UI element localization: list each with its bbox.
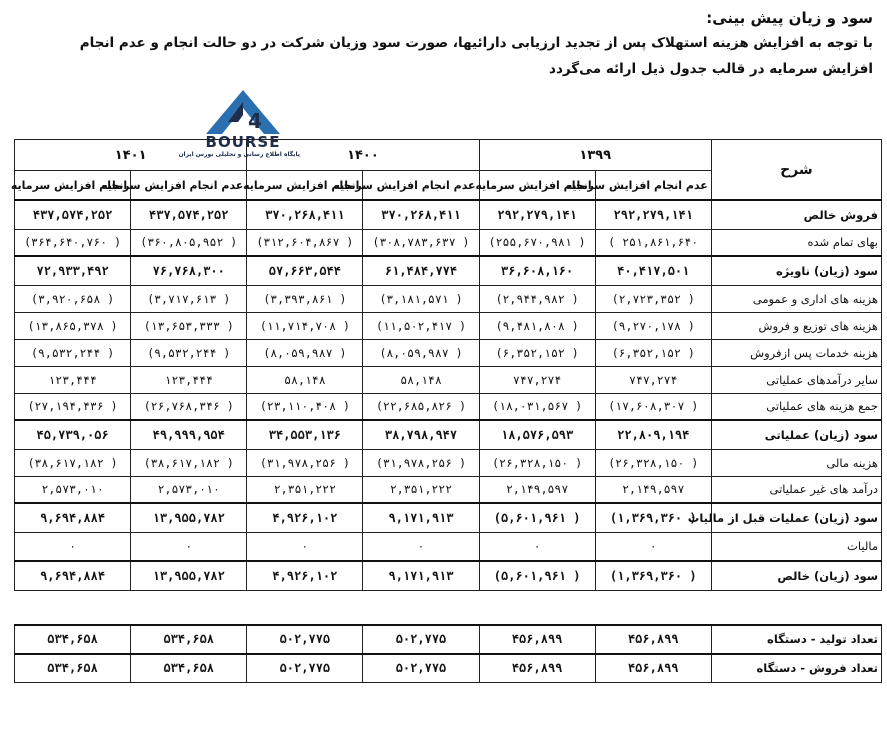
year-header: ۱۴۰۱	[15, 140, 247, 171]
value-cell: (۳,۳۹۳,۸۶۱ )	[247, 285, 363, 312]
table-row	[15, 449, 882, 476]
value-cell: (۹,۵۳۲,۲۴۴ )	[15, 339, 131, 366]
table-row	[15, 625, 882, 654]
value-cell: (۲۳,۱۱۰,۴۰۸ )	[247, 393, 363, 420]
logo-name: BOURSE	[205, 133, 281, 151]
value-cell: (۳۶۴,۶۴۰,۷۶۰ )	[15, 229, 131, 256]
table-row	[15, 393, 882, 420]
value-cell: (۲,۷۲۳,۳۵۲ )	[595, 285, 711, 312]
value-cell: ۷۲,۹۳۳,۴۹۲	[15, 256, 131, 285]
value-cell: (۹,۲۷۰,۱۷۸ )	[595, 312, 711, 339]
year-header: ۱۳۹۹	[479, 140, 711, 171]
heading-line-2: افزایش سرمایه در قالب جدول ذیل ارائه می‌گردد	[549, 61, 873, 77]
row-label: هزینه های توزیع و فروش	[711, 312, 881, 339]
scenario-header: انجام افزایش سرمایه	[247, 171, 363, 201]
row-label: هزینه خدمات پس ازفروش	[711, 339, 881, 366]
value-cell: (۱,۳۶۹,۳۶۰ )	[595, 561, 711, 590]
value-cell: ۹,۱۷۱,۹۱۳	[363, 503, 479, 532]
year-header: ۱۴۰۰	[247, 140, 479, 171]
logo-subtitle: پایگاه اطلاع رسانی و تحلیلی بورس ایران	[178, 151, 300, 158]
value-cell: ۳۷۰,۲۶۸,۴۱۱	[363, 200, 479, 229]
heading-line-1: با توجه به افزایش هزینه استهلاک پس از تجدید ارزیابی دارائیها، صورت سود وزیان شرکت در دو حالت انجام و عدم انجام	[79, 35, 873, 51]
value-cell: ۷۶,۷۶۸,۳۰۰	[131, 256, 247, 285]
value-cell: ۹,۱۷۱,۹۱۳	[363, 561, 479, 590]
value-cell: (۳,۹۲۰,۶۵۸ )	[15, 285, 131, 312]
value-cell: (۲۲,۶۸۵,۸۲۶ )	[363, 393, 479, 420]
row-label: مالیات	[711, 532, 881, 561]
value-cell: ۴۵۶,۸۹۹	[479, 625, 595, 654]
value-cell: ۴۳۷,۵۷۴,۲۵۲	[131, 200, 247, 229]
value-cell: ۵۰۲,۷۷۵	[247, 654, 363, 683]
value-cell: (۱۷,۶۰۸,۳۰۷ )	[595, 393, 711, 420]
value-cell: ۶۱,۴۸۴,۷۷۴	[363, 256, 479, 285]
value-cell: ۰	[247, 532, 363, 561]
value-cell: (۶,۳۵۲,۱۵۲ )	[479, 339, 595, 366]
value-cell: ۳۶,۶۰۸,۱۶۰	[479, 256, 595, 285]
scenario-header: عدم انجام افزایش سرمایه	[131, 171, 247, 201]
value-cell: (۳۸,۶۱۷,۱۸۲ )	[131, 449, 247, 476]
table-row	[15, 654, 882, 683]
scenario-header: عدم انجام افزایش سرمایه	[595, 171, 711, 201]
value-cell: ۹,۶۹۴,۸۸۴	[15, 561, 131, 590]
value-cell: ۲۹۲,۲۷۹,۱۴۱	[595, 200, 711, 229]
svg-text:4: 4	[248, 109, 262, 133]
row-label: تعداد تولید - دستگاه	[711, 625, 881, 654]
row-label: سایر درآمدهای عملیاتی	[711, 366, 881, 393]
value-cell: ۵۳۴,۶۵۸	[131, 625, 247, 654]
value-cell: ۲,۵۷۳,۰۱۰	[15, 476, 131, 503]
table-row	[15, 366, 882, 393]
value-cell: (۶,۳۵۲,۱۵۲ )	[595, 339, 711, 366]
table-row	[15, 256, 882, 285]
row-label: فروش خالص	[711, 200, 881, 229]
row-label: تعداد فروش - دستگاه	[711, 654, 881, 683]
value-cell: ۰	[15, 532, 131, 561]
row-label: سود (زیان) عملیاتی	[711, 420, 881, 449]
value-cell: (۳۱۲,۶۰۴,۸۶۷ )	[247, 229, 363, 256]
value-cell: ۵۰۲,۷۷۵	[363, 625, 479, 654]
row-label: سود (زیان) خالص	[711, 561, 881, 590]
heading-title: سود و زیان پیش بینی:	[706, 9, 873, 27]
row-label: هزینه های اداری و عمومی	[711, 285, 881, 312]
value-cell: ۷۴۷,۲۷۴	[479, 366, 595, 393]
value-cell: ۲۲,۸۰۹,۱۹۴	[595, 420, 711, 449]
value-cell: ۰	[131, 532, 247, 561]
value-cell: ۱۲۳,۴۴۴	[131, 366, 247, 393]
value-cell: ۵۳۴,۶۵۸	[15, 625, 131, 654]
value-cell: ۳۴,۵۵۳,۱۳۶	[247, 420, 363, 449]
value-cell: (۵,۶۰۱,۹۶۱ )	[479, 503, 595, 532]
table-row	[15, 229, 882, 256]
value-cell: ۴۵۶,۸۹۹	[595, 625, 711, 654]
value-cell: ۴۳۷,۵۷۴,۲۵۲	[15, 200, 131, 229]
table-row	[15, 532, 882, 561]
spacer-cell	[15, 590, 882, 625]
table-row	[15, 312, 882, 339]
row-label: درآمد های غیر عملیاتی	[711, 476, 881, 503]
label-column-header: شرح	[711, 140, 881, 201]
value-cell: ۵۳۴,۶۵۸	[15, 654, 131, 683]
value-cell: ۹,۶۹۴,۸۸۴	[15, 503, 131, 532]
value-cell: (۲۶,۷۶۸,۳۴۶ )	[131, 393, 247, 420]
value-cell: (۲,۹۴۴,۹۸۲ )	[479, 285, 595, 312]
spacer-row	[15, 590, 882, 625]
value-cell: ۴۵۶,۸۹۹	[479, 654, 595, 683]
value-cell: ( ۲۵۱,۸۶۱,۶۴۰	[595, 229, 711, 256]
value-cell: (۱۳,۸۶۵,۳۷۸ )	[15, 312, 131, 339]
value-cell: (۳۶۰,۸۰۵,۹۵۲ )	[131, 229, 247, 256]
value-cell: ۵۷,۶۶۳,۵۴۴	[247, 256, 363, 285]
row-label: بهای تمام شده	[711, 229, 881, 256]
value-cell: ۲,۱۴۹,۵۹۷	[595, 476, 711, 503]
value-cell: ۲,۳۵۱,۲۲۲	[247, 476, 363, 503]
profit-loss-forecast-table	[10, 139, 882, 683]
scenario-header: عدم انجام افزایش سرمایه	[363, 171, 479, 201]
row-label: سود (زیان) ناویژه	[711, 256, 881, 285]
value-cell: ۱۳,۹۵۵,۷۸۲	[131, 561, 247, 590]
row-label: سود (زیان) عملیات قبل از مالیات	[711, 503, 881, 532]
value-cell: ۵۰۲,۷۷۵	[363, 654, 479, 683]
value-cell: ۰	[363, 532, 479, 561]
value-cell: ۴۵۶,۸۹۹	[595, 654, 711, 683]
report-heading	[13, 6, 873, 82]
value-cell: (۸,۰۵۹,۹۸۷ )	[247, 339, 363, 366]
value-cell: ۴,۹۲۶,۱۰۲	[247, 561, 363, 590]
value-cell: (۹,۴۸۱,۸۰۸ )	[479, 312, 595, 339]
value-cell: ۵۸,۱۴۸	[363, 366, 479, 393]
value-cell: (۱,۳۶۹,۳۶۰ )	[595, 503, 711, 532]
value-cell: (۳۱,۹۷۸,۲۵۶ )	[247, 449, 363, 476]
value-cell: ۴,۹۲۶,۱۰۲	[247, 503, 363, 532]
value-cell: ۳۷۰,۲۶۸,۴۱۱	[247, 200, 363, 229]
value-cell: ۵۰۲,۷۷۵	[247, 625, 363, 654]
value-cell: ۱۸,۵۷۶,۵۹۳	[479, 420, 595, 449]
value-cell: ۴۵,۷۳۹,۰۵۶	[15, 420, 131, 449]
value-cell: (۳۱,۹۷۸,۲۵۶ )	[363, 449, 479, 476]
value-cell: (۱۳,۶۵۳,۳۳۳ )	[131, 312, 247, 339]
value-cell: ۴۰,۴۱۷,۵۰۱	[595, 256, 711, 285]
value-cell: (۳۸,۶۱۷,۱۸۲ )	[15, 449, 131, 476]
value-cell: (۹,۵۳۲,۲۴۴ )	[131, 339, 247, 366]
value-cell: (۲۶,۳۲۸,۱۵۰ )	[479, 449, 595, 476]
value-cell: (۲۵۵,۶۷۰,۹۸۱ )	[479, 229, 595, 256]
value-cell: ۵۳۴,۶۵۸	[131, 654, 247, 683]
value-cell: ۲,۳۵۱,۲۲۲	[363, 476, 479, 503]
value-cell: (۱۱,۷۱۴,۷۰۸ )	[247, 312, 363, 339]
table-row	[15, 476, 882, 503]
value-cell: ۴۹,۹۹۹,۹۵۴	[131, 420, 247, 449]
value-cell: (۸,۰۵۹,۹۸۷ )	[363, 339, 479, 366]
scenario-header: انجام افزایش سرمایه	[479, 171, 595, 201]
value-cell: (۲۷,۱۹۴,۴۳۶ )	[15, 393, 131, 420]
table-row	[15, 285, 882, 312]
table-row	[15, 420, 882, 449]
value-cell: ۲۹۲,۲۷۹,۱۴۱	[479, 200, 595, 229]
value-cell: ۰	[479, 532, 595, 561]
value-cell: ۵۸,۱۴۸	[247, 366, 363, 393]
row-label: هزینه مالی	[711, 449, 881, 476]
value-cell: (۱۸,۰۳۱,۵۶۷ )	[479, 393, 595, 420]
table-row	[15, 200, 882, 229]
value-cell: (۳,۱۸۱,۵۷۱ )	[363, 285, 479, 312]
value-cell: (۲۶,۳۲۸,۱۵۰ )	[595, 449, 711, 476]
row-label: جمع هزینه های عملیاتی	[711, 393, 881, 420]
value-cell: ۳۸,۷۹۸,۹۴۷	[363, 420, 479, 449]
value-cell: ۲,۱۴۹,۵۹۷	[479, 476, 595, 503]
table-row	[15, 561, 882, 590]
value-cell: (۱۱,۵۰۲,۴۱۷ )	[363, 312, 479, 339]
table-row	[15, 503, 882, 532]
scenario-header: انجام افزایش سرمایه	[15, 171, 131, 201]
value-cell: (۵,۶۰۱,۹۶۱ )	[479, 561, 595, 590]
value-cell: ۷۴۷,۲۷۴	[595, 366, 711, 393]
table-row	[15, 339, 882, 366]
value-cell: ۲,۵۷۳,۰۱۰	[131, 476, 247, 503]
value-cell: ۰	[595, 532, 711, 561]
value-cell: (۳۰۸,۷۸۳,۶۳۷ )	[363, 229, 479, 256]
value-cell: (۳,۷۱۷,۶۱۳ )	[131, 285, 247, 312]
value-cell: ۱۳,۹۵۵,۷۸۲	[131, 503, 247, 532]
value-cell: ۱۲۳,۴۴۴	[15, 366, 131, 393]
